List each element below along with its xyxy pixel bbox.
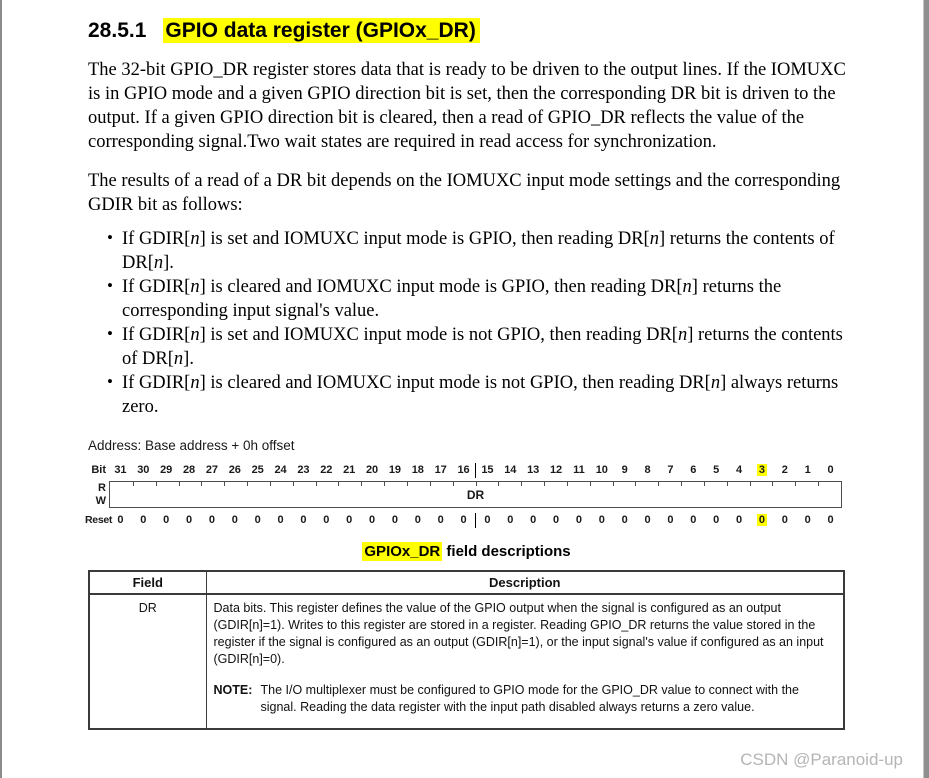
tick-mark bbox=[498, 482, 499, 486]
tick-mark bbox=[361, 482, 362, 486]
tick-mark bbox=[704, 482, 705, 486]
tick-mark bbox=[338, 482, 339, 486]
reset-value-cell: 0 bbox=[475, 513, 499, 528]
section-title: GPIO data register (GPIOx_DR) bbox=[163, 18, 479, 43]
paragraph-register-description: The 32-bit GPIO_DR register stores data that is ready to be driven to the output lines. If the IOMUXC is in GPIO mode and a given GPIO direction bit is set, then the corresponding DR bit is driven to the output. If a given GPIO direction bit is cleared, then a read of GPIO_DR reflects the value of the corresponding signal.Two wait states are required in read access for synchronization. bbox=[88, 60, 846, 152]
bit-number-cell: 24 bbox=[274, 464, 287, 476]
page-left-border bbox=[0, 0, 2, 778]
header-field: Field bbox=[89, 571, 206, 594]
reset-value-cell: 0 bbox=[621, 514, 628, 526]
reset-value-cell: 0 bbox=[437, 514, 444, 526]
bit-number-cell: 12 bbox=[549, 464, 563, 476]
reset-value-cell: 0 bbox=[254, 514, 261, 526]
tick-mark bbox=[567, 482, 568, 486]
bit-number-cell: 23 bbox=[297, 464, 310, 476]
tick-mark bbox=[453, 482, 454, 486]
tick-mark bbox=[179, 482, 180, 486]
reset-value-cell: 0 bbox=[690, 514, 697, 526]
field-cell: DR bbox=[89, 594, 206, 729]
reset-value-cell: 0 bbox=[460, 514, 467, 526]
bit-numbers bbox=[109, 463, 842, 478]
bit-number-cell: 28 bbox=[182, 464, 196, 476]
section-heading bbox=[88, 18, 846, 43]
bit-number-cell: 22 bbox=[320, 464, 333, 476]
reset-value-cell: 0 bbox=[553, 514, 560, 526]
reset-value-cell: 0 bbox=[300, 514, 307, 526]
tick-mark bbox=[384, 482, 385, 486]
bit-number-cell: 14 bbox=[504, 464, 517, 476]
bit-number-cell: 20 bbox=[365, 464, 379, 476]
reset-value-cell: 0 bbox=[598, 514, 605, 526]
bit-number-cell: 29 bbox=[160, 464, 173, 476]
tick-mark bbox=[727, 482, 728, 486]
tick-mark bbox=[224, 482, 225, 486]
bit-number-cell: 25 bbox=[251, 464, 264, 476]
tick-mark bbox=[476, 482, 477, 486]
register-bit-diagram bbox=[85, 463, 846, 528]
reset-value-cell: 0 bbox=[827, 514, 834, 526]
bit-number-cell: 13 bbox=[527, 464, 540, 476]
reset-value-cell: 0 bbox=[346, 514, 353, 526]
dr-field-box bbox=[109, 481, 842, 508]
watermark: CSDN @Paranoid-up bbox=[740, 750, 903, 769]
bit-number-cell: 4 bbox=[736, 464, 743, 476]
table-title-rest: field descriptions bbox=[442, 543, 571, 560]
reset-values bbox=[109, 513, 842, 528]
bit-number-cell: 11 bbox=[573, 464, 585, 476]
tick-mark bbox=[795, 482, 796, 486]
bit-number-cell: 9 bbox=[621, 464, 628, 476]
tick-mark bbox=[613, 482, 614, 486]
bullet-item: • If GDIR[n] is cleared and IOMUXC input mode is not GPIO, then reading DR[n] always returns zero. bbox=[122, 371, 851, 419]
bit-number-cell: 1 bbox=[804, 464, 811, 476]
field-name: DR bbox=[466, 487, 485, 502]
tick-mark bbox=[270, 482, 271, 486]
bit-number-cell: 30 bbox=[137, 464, 150, 476]
reset-row bbox=[85, 513, 846, 528]
reset-value-cell: 0 bbox=[736, 514, 743, 526]
page-content bbox=[85, 0, 846, 730]
note-label: NOTE: bbox=[213, 683, 253, 697]
address-line: Address: Base address + 0h offset bbox=[88, 438, 295, 453]
bit-number-cell: 5 bbox=[713, 464, 720, 476]
bit-number-cell: 16 bbox=[457, 464, 470, 476]
rw-labels bbox=[85, 481, 109, 508]
bit-number-cell: 19 bbox=[388, 464, 402, 476]
table-row bbox=[89, 594, 844, 729]
reset-value-cell: 0 bbox=[530, 514, 537, 526]
tick-mark bbox=[201, 482, 202, 486]
reset-value-cell: 0 bbox=[186, 514, 193, 526]
reset-value-cell: 0 bbox=[369, 514, 376, 526]
reset-value-cell: 0 bbox=[208, 514, 215, 526]
reset-value-cell: 0 bbox=[644, 514, 651, 526]
bit-number-cell: 0 bbox=[827, 464, 834, 476]
reset-value-cell: 0 bbox=[231, 514, 238, 526]
reset-value-cell: 0 bbox=[117, 514, 124, 526]
reset-value-cell: 0 bbox=[758, 514, 765, 526]
reset-row-label: Reset bbox=[85, 514, 113, 526]
reset-value-cell: 0 bbox=[323, 514, 330, 526]
bit-number-cell: 15 bbox=[475, 463, 499, 478]
description-text: Data bits. This register defines the value of the GPIO output when the signal is configured as an output (GDIR[n]=1). Writes to this register are stored in a register. Reading GPIO_DR returns the value stored in the register if the signal is configured as an output (GDIR[n]=1), or the input signal's value if configured as an input (GDIR[n]=0). bbox=[213, 601, 824, 666]
bit-number-cell: 17 bbox=[434, 464, 447, 476]
table-title-highlight: GPIOx_DR bbox=[364, 543, 441, 560]
paragraph-read-behavior: The results of a read of a DR bit depends on the IOMUXC input mode settings and the corresponding GDIR bit as follows: bbox=[88, 171, 841, 215]
note-block bbox=[214, 682, 836, 716]
tick-mark bbox=[772, 482, 773, 486]
reset-value-cell: 0 bbox=[575, 514, 582, 526]
bit-number-cell: 27 bbox=[205, 464, 219, 476]
tick-mark bbox=[544, 482, 545, 486]
tick-mark bbox=[521, 482, 522, 486]
bit-row-label: Bit bbox=[91, 464, 106, 476]
tick-mark bbox=[430, 482, 431, 486]
bit-number-cell: 10 bbox=[595, 464, 608, 476]
tick-mark bbox=[658, 482, 659, 486]
tick-mark bbox=[818, 482, 819, 486]
bit-number-cell: 7 bbox=[667, 464, 674, 476]
reset-value-cell: 0 bbox=[804, 514, 811, 526]
field-descriptions-table bbox=[88, 570, 845, 730]
reset-value-cell: 0 bbox=[713, 514, 720, 526]
tick-mark bbox=[750, 482, 751, 486]
bit-number-cell: 26 bbox=[228, 464, 241, 476]
table-header-row bbox=[89, 571, 844, 594]
tick-mark bbox=[247, 482, 248, 486]
reset-value-cell: 0 bbox=[667, 514, 674, 526]
reset-value-cell: 0 bbox=[391, 514, 398, 526]
tick-mark bbox=[133, 482, 134, 486]
write-label: W bbox=[95, 494, 106, 507]
bit-number-cell: 21 bbox=[343, 464, 356, 476]
table-title bbox=[88, 543, 845, 560]
note-text: The I/O multiplexer must be configured to GPIO mode for the GPIO_DR value to connect with the signal. Reading the data register with the input path disabled always returns a zero value. bbox=[260, 683, 799, 714]
bullet-item: • If GDIR[n] is set and IOMUXC input mode is not GPIO, then reading DR[n] returns the contents of DR[n]. bbox=[122, 323, 851, 371]
bit-number-cell: 31 bbox=[114, 464, 127, 476]
bit-number-cell: 6 bbox=[690, 464, 697, 476]
tick-mark bbox=[156, 482, 157, 486]
bit-number-cell: 3 bbox=[758, 464, 765, 476]
header-description: Description bbox=[206, 571, 844, 594]
bit-number-cell: 18 bbox=[411, 464, 424, 476]
reset-value-cell: 0 bbox=[507, 514, 514, 526]
bullet-item: • If GDIR[n] is set and IOMUXC input mode is GPIO, then reading DR[n] returns the contents of DR[n]. bbox=[122, 227, 851, 275]
description-cell bbox=[206, 594, 844, 729]
bit-number-cell: 8 bbox=[644, 464, 651, 476]
reset-value-cell: 0 bbox=[277, 514, 284, 526]
read-label: R bbox=[98, 481, 106, 494]
tick-mark bbox=[293, 482, 294, 486]
bullet-list bbox=[88, 227, 851, 419]
reset-value-cell: 0 bbox=[414, 514, 421, 526]
tick-mark bbox=[590, 482, 591, 486]
tick-mark bbox=[316, 482, 317, 486]
reset-value-cell: 0 bbox=[781, 514, 788, 526]
tick-mark bbox=[681, 482, 682, 486]
rw-field-row bbox=[88, 481, 846, 508]
tick-mark bbox=[635, 482, 636, 486]
reset-value-cell: 0 bbox=[140, 514, 147, 526]
tick-mark bbox=[407, 482, 408, 486]
section-number: 28.5.1 bbox=[88, 19, 147, 42]
scrollbar[interactable] bbox=[923, 0, 929, 778]
bullet-item: • If GDIR[n] is cleared and IOMUXC input mode is GPIO, then reading DR[n] returns the corresponding input signal's value. bbox=[122, 275, 851, 323]
reset-value-cell: 0 bbox=[163, 514, 170, 526]
bit-number-cell: 2 bbox=[781, 464, 788, 476]
bit-number-row bbox=[88, 463, 846, 478]
